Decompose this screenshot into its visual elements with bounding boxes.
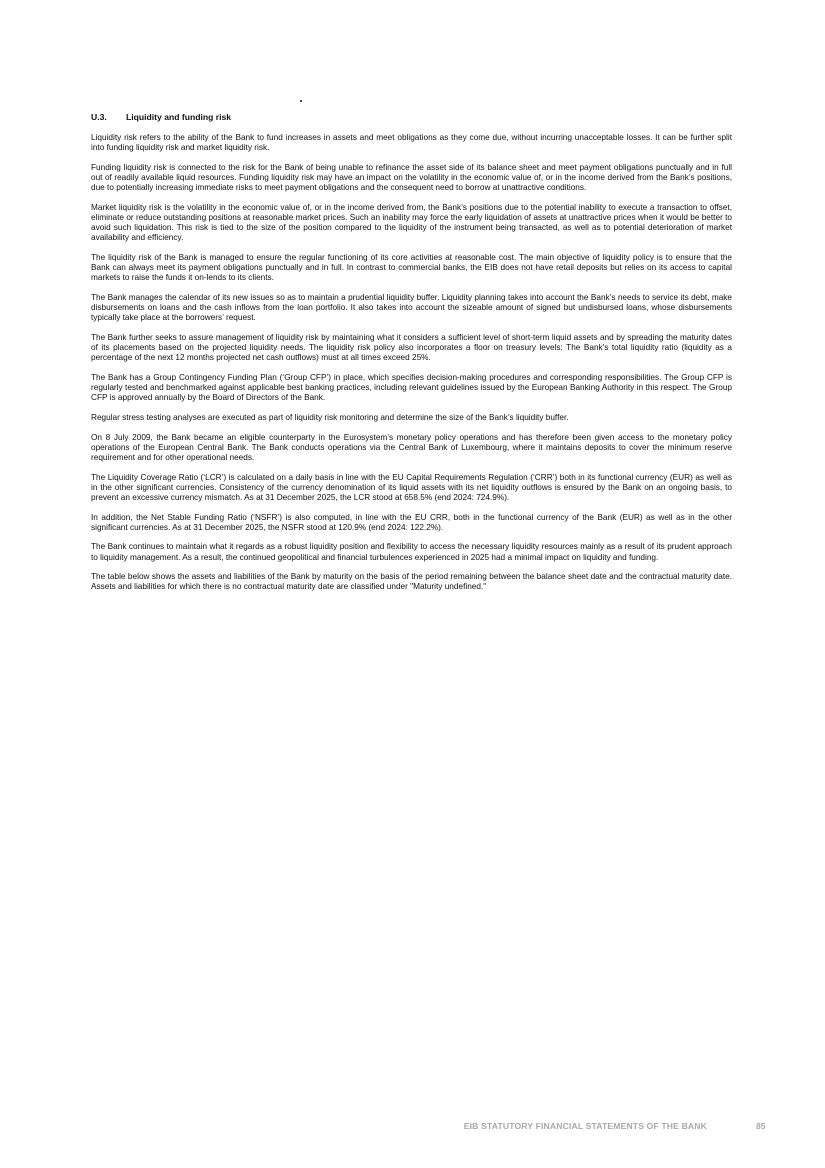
paragraph: Regular stress testing analyses are executed as part of liquidity risk monitoring and determine the size of the Bank’s liquidity buffer. bbox=[91, 413, 569, 422]
section-title: Liquidity and funding risk bbox=[126, 112, 232, 122]
document-body bbox=[91, 112, 732, 602]
paragraph: The Bank continues to maintain what it regards as a robust liquidity position and flexibility to access the necessary liquidity resources mainly as a result of its prudent approach to liquidity management. As a result, the continued geopolitical and financial turbulences experienced in 2025 had a minimal impact on liquidity and funding. bbox=[91, 542, 732, 562]
footer-title: EIB STATUTORY FINANCIAL STATEMENTS OF THE BANK bbox=[463, 1121, 707, 1131]
paragraph: Market liquidity risk is the volatility in the economic value of, or in the income derived from, the Bank’s positions due to the potential inability to execute a transaction to offset, eliminate or reduce outstanding positions at reasonable market prices. Such an inability may force the early liquidation of assets at unattractive prices when it would be better to avoid such liquidation. This risk is tied to the size of the position compared to the liquidity of the instrument being transacted, as well as to potential deterioration of market availability and efficiency. bbox=[91, 202, 732, 243]
paragraph: The Liquidity Coverage Ratio (‘LCR’) is calculated on a daily basis in line with the EU Capital Requirements Regulation (‘CRR’) both in its functional currency (EUR) as well as in the other significant currencies. Consistency of the currency denomination of its liquid assets with its net liquidity outflows is ensured by the Bank on an ongoing basis, to prevent an excessive currency mismatch. As at 31 December 2025, the LCR stood at 658.5% (end 2024: 724.9%). bbox=[91, 472, 732, 502]
stray-dot bbox=[300, 100, 302, 102]
paragraph: Liquidity risk refers to the ability of the Bank to fund increases in assets and meet obligations as they come due, without incurring unacceptable losses. It can be further split into funding liquidity risk and market liquidity risk. bbox=[91, 133, 732, 153]
paragraph: The Bank further seeks to assure management of liquidity risk by maintaining what it considers a sufficient level of short-term liquid assets and by spreading the maturity dates of its placements based on the projected liquidity needs. The liquidity risk policy also incorporates a floor on treasury levels: The Bank's total liquidity ratio (liquidity as a percentage of the next 12 months projected net cash outflows) must at all times exceed 25%. bbox=[91, 333, 732, 363]
paragraph: The Bank manages the calendar of its new issues so as to maintain a prudential liquidity buffer. Liquidity planning takes into account the Bank’s needs to service its debt, make disbursements on loans and the cash inflows from the loan portfolio. It also takes into account the sizeable amount of signed but undisbursed loans, whose disbursements typically take place at the borrowers’ request. bbox=[91, 293, 732, 323]
paragraph: The table below shows the assets and liabilities of the Bank by maturity on the basis of the period remaining between the balance sheet date and the contractual maturity date. Assets and liabilities for which there is no contractual maturity date are classified under "Maturity undefined." bbox=[91, 572, 732, 592]
paragraph: The liquidity risk of the Bank is managed to ensure the regular functioning of its core activities at reasonable cost. The main objective of liquidity policy is to ensure that the Bank can always meet its payment obligations punctually and in full. In contrast to commercial banks, the EIB does not have retail deposits but relies on its access to capital markets to raise the funds it on-lends to its clients. bbox=[91, 253, 732, 283]
page-number: 85 bbox=[756, 1121, 766, 1131]
paragraph: Funding liquidity risk is connected to the risk for the Bank of being unable to refinance the asset side of its balance sheet and meet payment obligations punctually and in full out of readily available liquid resources. Funding liquidity risk may have an impact on the volatility in the economic value of, or in the income derived from the Bank’s positions, due to potentially increasing immediate risks to meet payment obligations and the consequent need to borrow at unattractive conditions. bbox=[91, 162, 732, 193]
section-heading bbox=[91, 112, 732, 123]
section-number: U.3. bbox=[91, 112, 107, 122]
paragraph: In addition, the Net Stable Funding Ratio (‘NSFR’) is also computed, in line with the EU CRR, both in the functional currency of the Bank (EUR) as well as in the other significant currencies. As at 31 December 2025, the NSFR stood at 120.9% (end 2024: 122.2%). bbox=[91, 512, 732, 532]
paragraph: The Bank has a Group Contingency Funding Plan (‘Group CFP’) in place, which specifies decision-making procedures and corresponding responsibilities. The Group CFP is regularly tested and benchmarked against applicable best banking practices, including relevant guidelines issued by the European Banking Authority in this respect. The Group CFP is approved annually by the Board of Directors of the Bank. bbox=[91, 373, 732, 403]
paragraph: On 8 July 2009, the Bank became an eligible counterparty in the Eurosystem’s monetary policy operations and has therefore been given access to the monetary policy operations of the European Central Bank. The Bank conducts operations via the Central Bank of Luxembourg, where it maintains deposits to cover the minimum reserve requirement and for other operational needs. bbox=[91, 432, 732, 462]
